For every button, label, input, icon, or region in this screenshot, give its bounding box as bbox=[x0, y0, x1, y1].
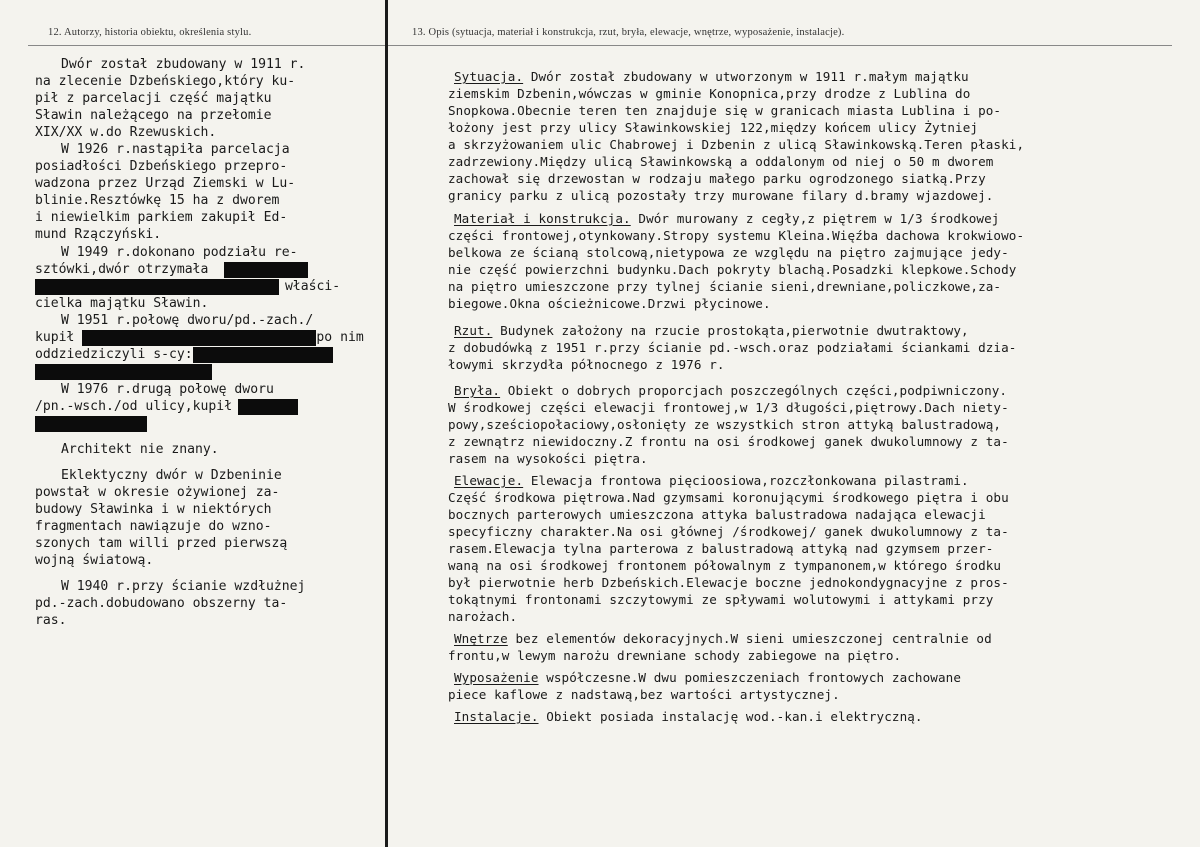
text-line: budowy Sławinka i w niektórych bbox=[35, 502, 272, 517]
text-line: a skrzyżowaniem ulic Chabrowej i Dzbenin z ulicą Sławinkowską.Teren płaski, bbox=[448, 137, 1025, 152]
text-line: powy,sześciopołaciowy,osłonięty ze wszystkich stron attyką balustradową, bbox=[448, 417, 1002, 432]
text-fragment: po nim bbox=[316, 330, 364, 345]
section-heading-bryla: Bryła. bbox=[454, 383, 501, 398]
redaction-bar bbox=[193, 347, 333, 363]
text-line bbox=[454, 630, 992, 647]
text-line: blinie.Resztówkę 15 ha z dworem bbox=[35, 193, 280, 208]
text-line: biegowe.Okna ościeżnicowe.Drzwi płycinowe. bbox=[448, 296, 771, 311]
text-line: pił z parcelacji część majątku bbox=[35, 91, 272, 106]
text-line bbox=[35, 398, 298, 415]
section-heading-sytuacja: Sytuacja. bbox=[454, 69, 524, 84]
text-line: zadrzewiony.Między ulicą Sławinkowską a oddalonym od niej o 50 m dworem bbox=[448, 154, 994, 169]
text-fragment: Dwór został zbudowany w utworzonym w 1911 r.małym majątku bbox=[523, 69, 969, 84]
text-fragment: Obiekt o dobrych proporcjach poszczególnych części,podpiwniczony. bbox=[500, 383, 1008, 398]
text-line: z dobudówką z 1951 r.przy ścianie pd.-wsch.oraz podziałami ściankami dzia- bbox=[448, 340, 1017, 355]
text-line bbox=[35, 261, 308, 278]
text-line: W 1951 r.połowę dworu/pd.-zach./ bbox=[61, 313, 314, 328]
text-line: Sławin należącego na przełomie bbox=[35, 108, 272, 123]
text-line: piece kaflowe z nadstawą,bez wartości artystycznej. bbox=[448, 687, 840, 702]
text-line: specyficzny charakter.Na osi głównej /środkowej/ ganek dwukolumnowy z ta- bbox=[448, 524, 1009, 539]
redaction-bar bbox=[35, 279, 279, 295]
text-line bbox=[454, 68, 969, 85]
text-line bbox=[35, 363, 212, 380]
text-fragment: bez elementów dekoracyjnych.W sieni umieszczonej centralnie od bbox=[507, 631, 992, 646]
text-line: łożony jest przy ulicy Sławinkowskiej 122,między końcem ulicy Żytniej bbox=[448, 120, 979, 135]
text-line: pd.-zach.dobudowano obszerny ta- bbox=[35, 596, 288, 611]
text-fragment: Budynek założony na rzucie prostokąta,pierwotnie dwutraktowy, bbox=[492, 323, 969, 338]
section-heading-material: Materiał i konstrukcja. bbox=[454, 211, 631, 226]
text-line: nie część powierzchni budynku.Dach pokryty blachą.Posadzki klepkowe.Schody bbox=[448, 262, 1017, 277]
section-12-header: 12. Autorzy, historia obiektu, określenia stylu. bbox=[48, 27, 252, 38]
redaction-bar bbox=[82, 330, 316, 346]
text-line: Część środkowa piętrowa.Nad gzymsami koronującymi środkowego piętra i obu bbox=[448, 490, 1009, 505]
text-line: na piętro umieszczone przy tylnej ścianie sieni,drewniane,policzkowe,za- bbox=[448, 279, 1002, 294]
text-line: z zewnątrz niewidoczny.Z frontu na osi środkowej ganek dwukolumnowy z ta- bbox=[448, 434, 1009, 449]
section-heading-wnetrze: Wnętrze bbox=[454, 631, 508, 646]
text-line: fragmentach nawiązuje do wzno- bbox=[35, 519, 272, 534]
text-line bbox=[35, 415, 147, 432]
text-line bbox=[454, 382, 1007, 399]
text-line: waną na osi środkowej frontonem półowalnym z tympanonem,w którego środku bbox=[448, 558, 1002, 573]
text-line: narożach. bbox=[448, 609, 518, 624]
text-line bbox=[454, 669, 961, 686]
redaction-bar bbox=[35, 416, 147, 432]
text-line bbox=[454, 708, 923, 725]
text-line: powstał w okresie ożywionej za- bbox=[35, 485, 280, 500]
redaction-bar bbox=[224, 262, 308, 278]
text-line: W środkowej części elewacji frontowej,w 1/3 długości,piętrowy.Dach niety- bbox=[448, 400, 1009, 415]
text-line: rasem.Elewacja tylna parterowa z balustradową attyką nad gzymsem przer- bbox=[448, 541, 994, 556]
text-line bbox=[35, 346, 333, 363]
text-fragment: sztówki,dwór otrzymała bbox=[35, 262, 209, 277]
text-line: wadzona przez Urząd Ziemski w Lu- bbox=[35, 176, 296, 191]
text-line: na zlecenie Dzbeńskiego,który ku- bbox=[35, 74, 296, 89]
text-line: zachował się drzewostan w rodzaju małego parku ogrodzonego siatką.Przy bbox=[448, 171, 986, 186]
text-line: W 1949 r.dokonano podziału re- bbox=[61, 245, 298, 260]
text-line: W 1976 r.drugą połowę dworu bbox=[61, 382, 274, 397]
section-13-header: 13. Opis (sytuacja, materiał i konstrukcja, rzut, bryła, elewacje, wnętrze, wyposażenie, instalacje). bbox=[412, 27, 845, 38]
text-line: W 1926 r.nastąpiła parcelacja bbox=[61, 142, 290, 157]
text-line bbox=[35, 329, 364, 346]
text-line: XIX/XX w.do Rzewuskich. bbox=[35, 125, 217, 140]
text-fragment: Dwór murowany z cegły,z piętrem w 1/3 środkowej bbox=[630, 211, 1000, 226]
text-line: cielka majątku Sławin. bbox=[35, 296, 209, 311]
text-line: Dwór został zbudowany w 1911 r. bbox=[61, 57, 306, 72]
text-line: wojną światową. bbox=[35, 553, 154, 568]
text-line: ras. bbox=[35, 613, 67, 628]
text-line: był pierwotnie herb Dzbeńskich.Elewacje boczne jednokondygnacyjne z pros- bbox=[448, 575, 1009, 590]
text-line bbox=[454, 472, 969, 489]
text-line: łowymi skrzydła północnego z 1976 r. bbox=[448, 357, 725, 372]
text-line: części frontowej,otynkowany.Stropy systemu Kleina.Więźba dachowa krokwiowo- bbox=[448, 228, 1025, 243]
text-line: belkowa ze ścianą stolcową,nietypowa ze względu na piętro zajmujące jedy- bbox=[448, 245, 1009, 260]
text-fragment: współczesne.W dwu pomieszczeniach frontowych zachowane bbox=[538, 670, 962, 685]
text-line bbox=[454, 322, 969, 339]
text-line: i niewielkim parkiem zakupił Ed- bbox=[35, 210, 288, 225]
text-line: rasem na wysokości piętra. bbox=[448, 451, 648, 466]
text-line: bocznych parterowych umieszczona attyka balustradowa nadająca elewacji bbox=[448, 507, 986, 522]
text-line: Architekt nie znany. bbox=[61, 442, 219, 457]
redaction-bar bbox=[35, 364, 212, 380]
text-line: Eklektyczny dwór w Dzbeninie bbox=[61, 468, 282, 483]
text-line: granicy parku z ulicą pozostały trzy murowane filary d.bramy wjazdowej. bbox=[448, 188, 994, 203]
text-line: frontu,w lewym narożu drewniane schody zabiegowe na piętro. bbox=[448, 648, 902, 663]
text-line: Snopkowa.Obecnie teren ten znajduje się w granicach miasta Lublina i po- bbox=[448, 103, 1002, 118]
text-fragment: kupił bbox=[35, 330, 75, 345]
text-fragment: oddziedziczyli s-cy: bbox=[35, 347, 193, 362]
text-fragment: Elewacja frontowa pięcioosiowa,rozczłonkowana pilastrami. bbox=[523, 473, 969, 488]
redaction-bar bbox=[238, 399, 298, 415]
text-line: mund Rzączyński. bbox=[35, 227, 162, 242]
section-heading-wyposazenie: Wyposażenie bbox=[454, 670, 539, 685]
text-fragment: właści- bbox=[285, 279, 341, 294]
text-line: posiadłości Dzbeńskiego przepro- bbox=[35, 159, 288, 174]
text-fragment: Obiekt posiada instalację wod.-kan.i elektryczną. bbox=[538, 709, 923, 724]
text-line: szonych tam willi przed pierwszą bbox=[35, 536, 288, 551]
text-line: W 1940 r.przy ścianie wzdłużnej bbox=[61, 579, 306, 594]
text-line bbox=[35, 278, 340, 295]
header-rule bbox=[28, 45, 1172, 46]
section-heading-instalacje: Instalacje. bbox=[454, 709, 539, 724]
text-line: ziemskim Dzbenin,wówczas w gminie Konopnica,przy drodze z Lublina do bbox=[448, 86, 971, 101]
column-divider bbox=[385, 0, 388, 847]
section-heading-rzut: Rzut. bbox=[454, 323, 493, 338]
text-line: tokątnymi frontonami szczytowymi ze spływami wolutowymi i attykami przy bbox=[448, 592, 994, 607]
text-fragment: /pn.-wsch./od ulicy,kupił bbox=[35, 399, 233, 414]
text-line bbox=[454, 210, 999, 227]
section-heading-elewacje: Elewacje. bbox=[454, 473, 524, 488]
